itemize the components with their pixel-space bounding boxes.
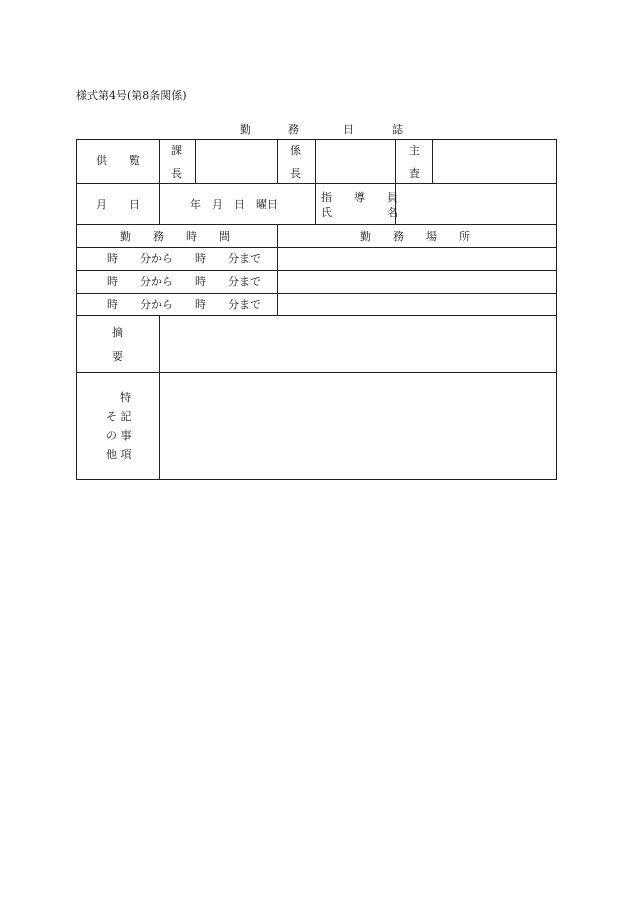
shusa-label-bottom: 査 <box>409 167 420 180</box>
shusa-label-top: 主 <box>409 144 420 157</box>
kakaricho-label-bottom: 長 <box>290 167 301 180</box>
instructor-name-field[interactable] <box>396 184 556 224</box>
title-char: 日 <box>343 123 354 136</box>
work-time-row[interactable]: 時 分から 時 分まで <box>107 252 261 265</box>
kyoran-label: 供 覧 <box>96 154 140 167</box>
work-place-field[interactable] <box>278 248 556 270</box>
document-title <box>76 121 556 139</box>
title-char: 務 <box>288 123 299 136</box>
instructor-label-top: 指 導 員 <box>321 191 398 204</box>
work-time-header: 勤 務 時 間 <box>120 230 230 243</box>
kakaricho-label-top: 係 <box>290 144 301 157</box>
work-place-field[interactable] <box>278 294 556 315</box>
summary-label-top: 摘 <box>112 326 123 339</box>
special-label-line: そ 記 <box>106 410 132 423</box>
special-notes-field[interactable] <box>160 373 556 479</box>
work-place-header: 勤 務 場 所 <box>360 230 470 243</box>
title-char: 勤 <box>240 123 251 136</box>
summary-label-bottom: 要 <box>112 350 123 363</box>
work-time-row[interactable]: 時 分から 時 分まで <box>107 298 261 311</box>
shusa-stamp-field[interactable] <box>433 140 556 183</box>
kacho-label-top: 課 <box>171 144 182 157</box>
form-number-label: 様式第4号(第8条関係) <box>76 89 187 102</box>
instructor-label-bottom: 氏 名 <box>321 206 398 219</box>
title-char: 誌 <box>392 123 403 136</box>
summary-field[interactable] <box>160 316 556 372</box>
kacho-stamp-field[interactable] <box>196 140 277 183</box>
date-value-field[interactable]: 年 月 日 曜日 <box>190 198 278 211</box>
kacho-label-bottom: 長 <box>171 167 182 180</box>
special-label-line: 他 項 <box>106 448 132 461</box>
work-time-row[interactable]: 時 分から 時 分まで <box>107 275 261 288</box>
kakaricho-stamp-field[interactable] <box>316 140 395 183</box>
date-label: 月 日 <box>96 198 140 211</box>
special-label-line: の 事 <box>106 429 132 442</box>
special-label-line: 特 <box>120 391 131 404</box>
work-place-field[interactable] <box>278 271 556 293</box>
